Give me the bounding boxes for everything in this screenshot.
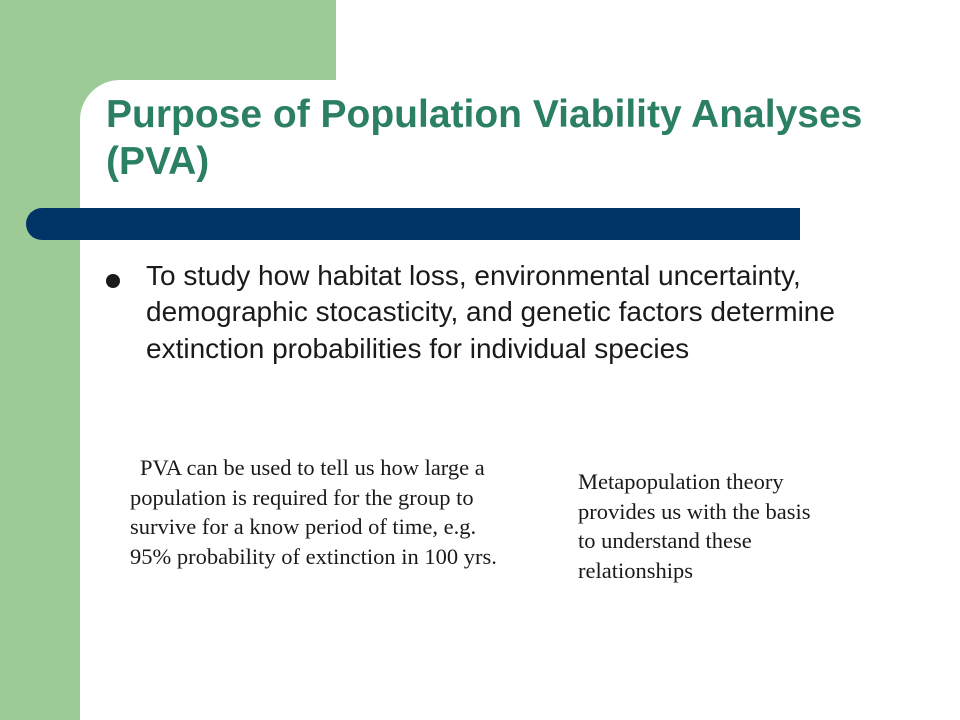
metapopulation-note: Metapopulation theory provides us with the basis to understand these relationships xyxy=(578,469,811,584)
bullet-dot-icon xyxy=(106,274,120,288)
pva-note: PVA can be used to tell us how large a population is required for the group to survive for a know period of time, e.g. 95% probability of extinction in 100 yrs. xyxy=(130,455,497,570)
bullet-list xyxy=(106,258,846,367)
bullet-item xyxy=(106,258,846,367)
slide-title: Purpose of Population Viability Analyses (PVA) xyxy=(106,93,863,183)
bullet-text: To study how habitat loss, environmental uncertainty, demographic stocasticity, and genetic factors determine extinction probabilities for individual species xyxy=(146,260,835,364)
title-underline-bar xyxy=(26,208,800,240)
